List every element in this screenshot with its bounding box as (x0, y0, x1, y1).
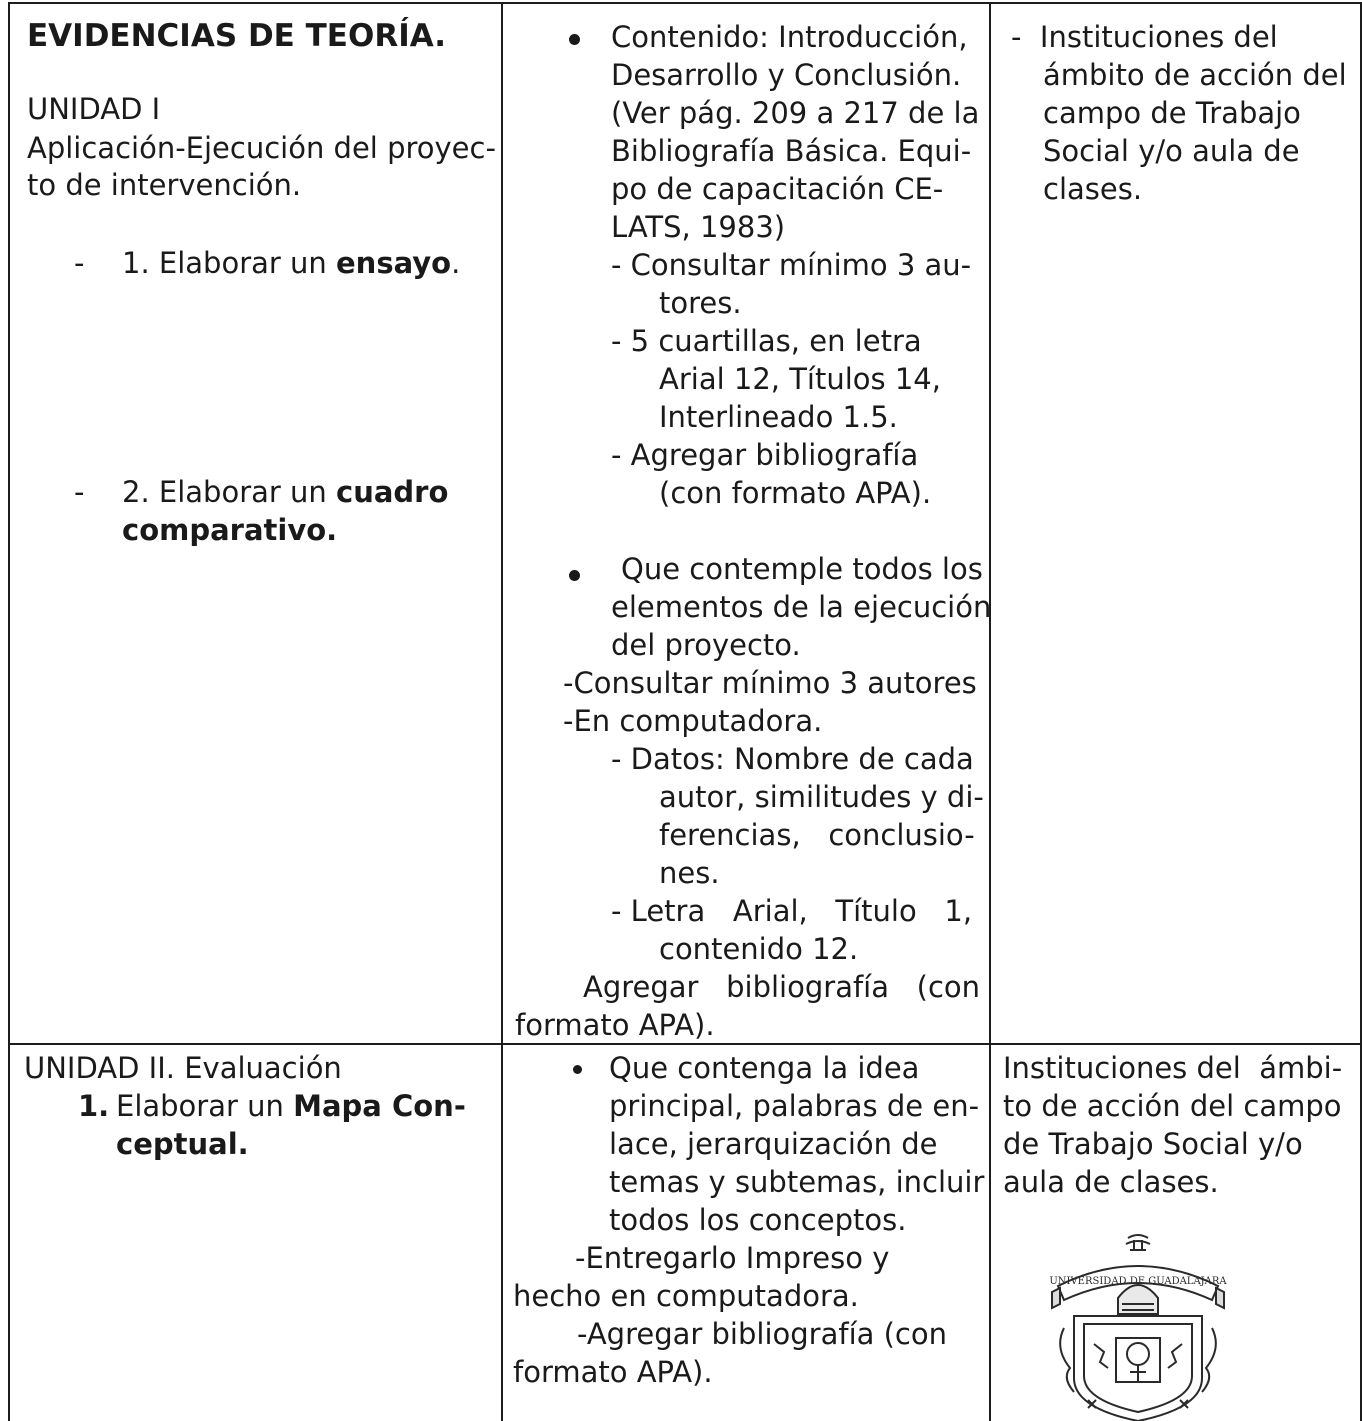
bullet-2-line-1: Que contemple todos los (621, 552, 983, 586)
task-2-dash: - (74, 475, 85, 509)
font-item-line-2: contenido 12. (659, 932, 859, 966)
location-line-4: Social y/o aula de (1043, 134, 1300, 168)
evaluation-line-3: lace, jerarquización de (609, 1127, 938, 1161)
location-2-line-3: de Trabajo Social y/o (1003, 1127, 1303, 1161)
unit-2-task-emphasis-2: ceptual. (116, 1127, 249, 1161)
data-item-line-2: autor, similitudes y di- (659, 780, 984, 814)
row1-left-cell (10, 4, 501, 1043)
bullet-2-line-5: -En computadora. (563, 704, 823, 738)
location-line-2: ámbito de acción del (1043, 58, 1347, 92)
location-line-1: - Instituciones del (1011, 20, 1278, 54)
location-line-5: clases. (1043, 172, 1143, 206)
unit-2-task (116, 1087, 466, 1125)
unit-heading: UNIDAD I (27, 92, 161, 126)
evaluation-line-6: -Entregarlo Impreso y (575, 1241, 890, 1275)
bullet-1-line-6: LATS, 1983) (611, 210, 786, 244)
evaluation-line-2: principal, palabras de en- (609, 1089, 980, 1123)
bibliography-line-1: Agregar bibliografía (con (583, 970, 981, 1004)
sub-item-3-line-1: - Agregar bibliografía (611, 438, 919, 472)
task-number: 1. (78, 1089, 110, 1123)
unit-2-task-prefix: Elaborar un (116, 1089, 294, 1123)
bullet-2-icon (569, 570, 580, 581)
sub-item-1-line-2: tores. (659, 286, 742, 320)
bullet-1-line-3: (Ver pág. 209 a 217 de la (611, 96, 980, 130)
section-title: EVIDENCIAS DE TEORÍA. (27, 18, 447, 54)
evaluation-line-5: todos los conceptos. (609, 1203, 907, 1237)
task-1 (122, 244, 460, 282)
task-1-suffix: . (451, 246, 461, 280)
bullet-1-line-4: Bibliografía Básica. Equi- (611, 134, 972, 168)
task-2-emphasis-2: comparativo. (122, 513, 338, 547)
unit-description-line-2: to de intervención. (27, 168, 302, 202)
unit-description-line-1: Aplicación-Ejecución del proyec- (27, 131, 496, 165)
evaluation-line-8: -Agregar bibliografía (con (577, 1317, 947, 1351)
university-seal-logo (1048, 1232, 1228, 1421)
bullet-2-line-3: del proyecto. (611, 628, 801, 662)
task-1-emphasis: ensayo (336, 246, 452, 280)
bullet-1-icon (569, 34, 580, 45)
data-item-line-1: - Datos: Nombre de cada (611, 742, 974, 776)
data-item-line-3: ferencias, conclusio- (659, 818, 975, 852)
sub-item-2-line-2: Arial 12, Títulos 14, (659, 362, 941, 396)
task-2 (122, 473, 448, 511)
evaluation-line-7: hecho en computadora. (513, 1279, 859, 1313)
bullet-2-line-2: elementos de la ejecución (611, 590, 992, 624)
location-2-line-1: Instituciones del ámbi- (1003, 1051, 1343, 1085)
row1-middle-cell (503, 4, 992, 1043)
seal-text: UNIVERSIDAD DE GUADALAJARA (1049, 1276, 1227, 1287)
location-line-3: campo de Trabajo (1043, 96, 1301, 130)
bullet-1-line-1: Contenido: Introducción, (611, 20, 968, 54)
sub-item-3-line-2: (con formato APA). (659, 476, 932, 510)
sub-item-2-line-1: - 5 cuartillas, en letra (611, 324, 922, 358)
task-1-dash: - (74, 246, 85, 280)
sub-item-1-line-1: - Consultar mínimo 3 au- (611, 248, 972, 282)
unit-2-heading: UNIDAD II. Evaluación (24, 1051, 342, 1085)
row2-middle-cell (503, 1045, 989, 1421)
row2-left-cell (10, 1045, 501, 1421)
location-2-line-4: aula de clases. (1003, 1165, 1219, 1199)
task-2-prefix: 2. Elaborar un (122, 475, 337, 509)
bullet-1-line-2: Desarrollo y Conclusión. (611, 58, 962, 92)
bullet-1-line-5: po de capacitación CE- (611, 172, 944, 206)
evaluation-line-1: Que contenga la idea (609, 1051, 920, 1085)
unit-2-task-emphasis-1: Mapa Con- (293, 1089, 466, 1123)
sub-item-2-line-3: Interlineado 1.5. (659, 400, 898, 434)
task-2-emphasis-1: cuadro (336, 475, 449, 509)
evaluation-line-4: temas y subtemas, incluir (609, 1165, 985, 1199)
data-item-line-4: nes. (659, 856, 720, 890)
row1-right-cell (991, 4, 1360, 1043)
evaluation-line-9: formato APA). (513, 1355, 713, 1389)
bibliography-line-2: formato APA). (515, 1008, 715, 1042)
bullet-2-line-4: -Consultar mínimo 3 autores (563, 666, 977, 700)
task-1-prefix: 1. Elaborar un (122, 246, 337, 280)
bullet-3-icon (573, 1065, 582, 1074)
location-2-line-2: to de acción del campo (1003, 1089, 1342, 1123)
font-item-line-1: - Letra Arial, Título 1, (611, 894, 973, 928)
